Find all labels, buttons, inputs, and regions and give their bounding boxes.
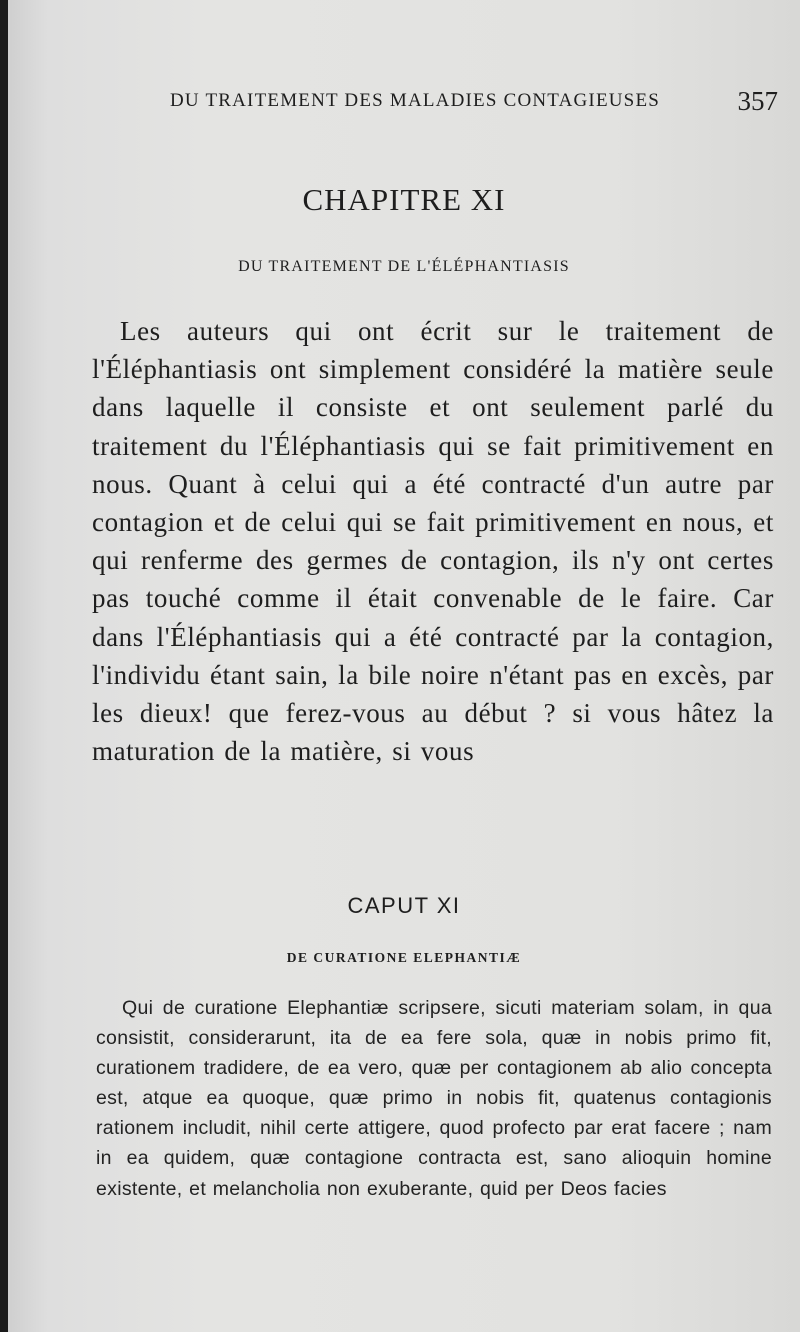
scan-edge-shadow [0,0,8,1332]
running-head [170,88,778,118]
book-page [8,0,800,1332]
latin-chapter-subtitle: DE CURATIONE ELEPHANTIÆ [286,950,522,965]
french-chapter-title: CHAPITRE XI [302,182,506,217]
french-paragraph: Les auteurs qui ont écrit sur le traitement de l'Éléphantiasis ont simplement considéré la matière seule dans laquelle il consiste et ont seulement parlé du traitement du l'Éléphantiasis qui se fait primitivement en nous. Quant à celui qui a été contracté d'un autre par contagion et de celui qui se fait primitivement en nous, et qui renferme des germes de contagion, ils n'y ont certes pas touché comme il était convenable de le faire. Car dans l'Éléphantiasis qui a été contracté par la contagion, l'individu étant sain, la bile noire n'étant pas en excès, par les dieux! que ferez-vous au début ? si vous hâtez la maturation de la matière, si vous [92,316,774,767]
latin-chapter-title: CAPUT XI [347,893,461,918]
french-chapter-subtitle: DU TRAITEMENT DE L'ÉLÉPHANTIASIS [238,258,570,275]
page-number: 357 [737,86,778,116]
latin-paragraph: Qui de curatione Elephantiæ scripsere, sicuti materiam solam, in qua consistit, considerarunt, ita de ea fere sola, quæ in nobis primo fit, curationem tradidere, de ea vero, quæ per contagionem ab alio concepta est, atque ea quoque, quæ primo in nobis fit, quatenus contagionis rationem includit, nihil certe attigere, quod profecto par erat facere ; nam in ea quidem, quæ contagione contracta est, sano alioquin homine existente, et melancholia non exuberante, quid per Deos facies [96,997,772,1200]
running-head-title: DU TRAITEMENT DES MALADIES CONTAGIEUSES [170,90,661,111]
